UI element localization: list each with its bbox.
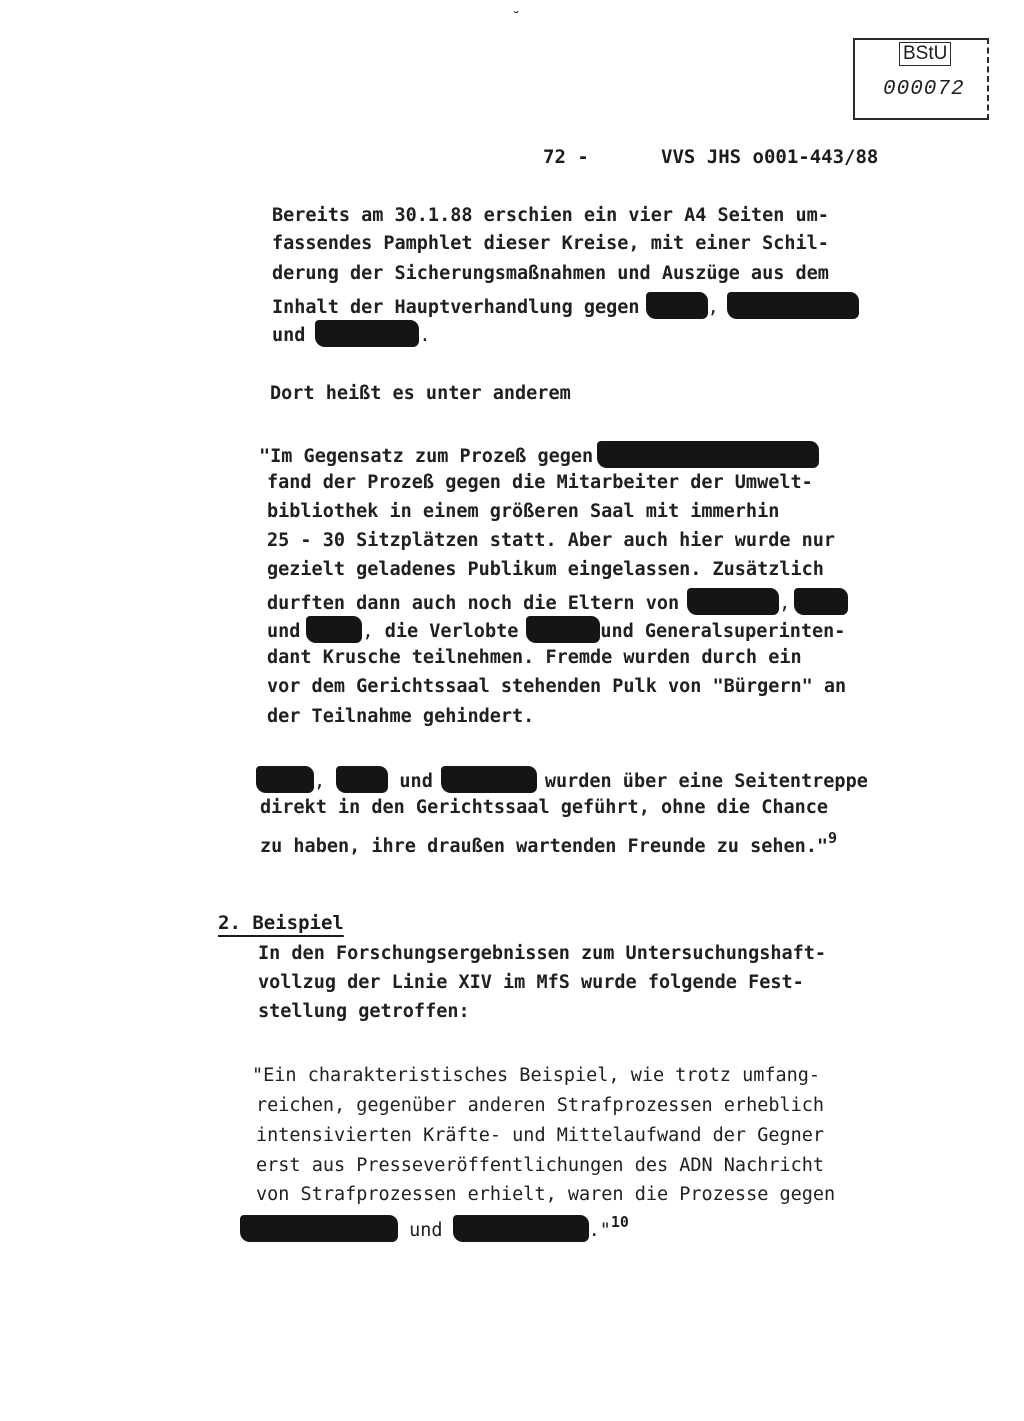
text-line: Inhalt der Hauptverhandlung gegen , — [272, 292, 859, 320]
redaction-bar — [441, 766, 537, 793]
text-line: "Ein charakteristisches Beispiel, wie trotz umfang- — [252, 1065, 821, 1086]
text-line: dant Krusche teilnehmen. Fremde wurden durch ein — [267, 647, 802, 668]
text-line: von Strafprozessen erhielt, waren die Prozesse gegen — [256, 1184, 836, 1205]
text-line: 25 - 30 Sitzplätzen statt. Aber auch hier wurde nur — [267, 530, 836, 551]
redaction-bar — [794, 588, 848, 615]
redaction-bar — [727, 292, 859, 319]
text-line: durften dann auch noch die Eltern von , — [267, 588, 848, 616]
text-line: direkt in den Gerichtssaal geführt, ohne die Chance — [260, 797, 829, 818]
text-line — [260, 826, 837, 859]
text-fragment: ." — [588, 1220, 611, 1241]
intro-line: Dort heißt es unter anderem — [270, 383, 571, 404]
text-line: vor dem Gerichtssaal stehenden Pulk von "Bürgern" an — [267, 676, 847, 697]
text-line: vollzug der Linie XIV im MfS wurde folgende Fest- — [258, 972, 804, 993]
text-fragment: "Im Gegensatz zum Prozeß gegen — [259, 446, 594, 467]
footnote-marker: 10 — [610, 1213, 629, 1231]
text-line: erst aus Presseveröffentlichungen des ADN Nachricht — [256, 1155, 825, 1176]
text-fragment: und — [267, 621, 301, 642]
text-line: stellung getroffen: — [258, 1001, 470, 1022]
redaction-bar — [526, 616, 600, 643]
text-fragment: und — [272, 325, 306, 346]
text-line: der Teilnahme gehindert. — [267, 706, 535, 727]
redaction-bar — [453, 1215, 589, 1242]
text-fragment: die Verlobte — [384, 621, 519, 642]
text-line: fand der Prozeß gegen die Mitarbeiter der Umwelt- — [267, 472, 813, 493]
redaction-bar — [306, 616, 362, 643]
text-line: Bereits am 30.1.88 erschien ein vier A4 Seiten um- — [272, 205, 829, 226]
page-number: 72 - — [543, 146, 589, 168]
text-fragment: wurden über eine Seitentreppe — [544, 771, 868, 792]
text-line — [240, 1210, 629, 1243]
text-line — [259, 441, 819, 469]
footnote-marker: 9 — [828, 829, 838, 847]
redaction-bar — [597, 441, 819, 468]
stamp-label: BStU — [899, 42, 951, 66]
redaction-bar — [240, 1215, 398, 1242]
text-fragment: und — [399, 771, 433, 792]
text-line: fassendes Pamphlet dieser Kreise, mit einer Schil- — [272, 233, 829, 254]
text-fragment: Inhalt der Hauptverhandlung gegen — [272, 297, 640, 318]
text-line: derung der Sicherungsmaßnahmen und Auszüge aus dem — [272, 263, 829, 284]
redaction-bar — [256, 766, 314, 793]
section-heading: 2. Beispiel — [218, 912, 344, 934]
redaction-bar — [687, 588, 779, 615]
text-line: und . — [272, 320, 431, 348]
text-line: , und wurden über eine Seitentreppe — [256, 766, 868, 794]
text-fragment: und Generalsuperinten- — [600, 621, 846, 642]
text-line: In den Forschungsergebnissen zum Untersuchungshaft- — [258, 943, 827, 964]
text-fragment: durften dann auch noch die Eltern von — [267, 593, 680, 614]
text-line: gezielt geladenes Publikum eingelassen. Zusätzlich — [267, 559, 824, 580]
text-line: bibliothek in einem größeren Saal mit immerhin — [267, 501, 780, 522]
text-fragment: zu haben, ihre draußen wartenden Freunde zu sehen." — [260, 836, 829, 857]
redaction-bar — [646, 292, 708, 319]
redaction-bar — [336, 766, 388, 793]
document-reference: VVS JHS o001-443/88 — [661, 146, 879, 168]
text-line: intensivierten Kräfte- und Mittelaufwand der Gegner — [256, 1125, 825, 1146]
text-fragment: und — [409, 1220, 443, 1241]
archive-stamp — [853, 38, 989, 120]
text-line: reichen, gegenüber anderen Strafprozessen erheblich — [256, 1095, 825, 1116]
scan-mark: ˘ — [512, 10, 521, 26]
text-line: und , die Verlobte und Generalsuperinten- — [267, 616, 845, 644]
redaction-bar — [315, 320, 419, 347]
stamp-page-number: 000072 — [883, 78, 965, 101]
